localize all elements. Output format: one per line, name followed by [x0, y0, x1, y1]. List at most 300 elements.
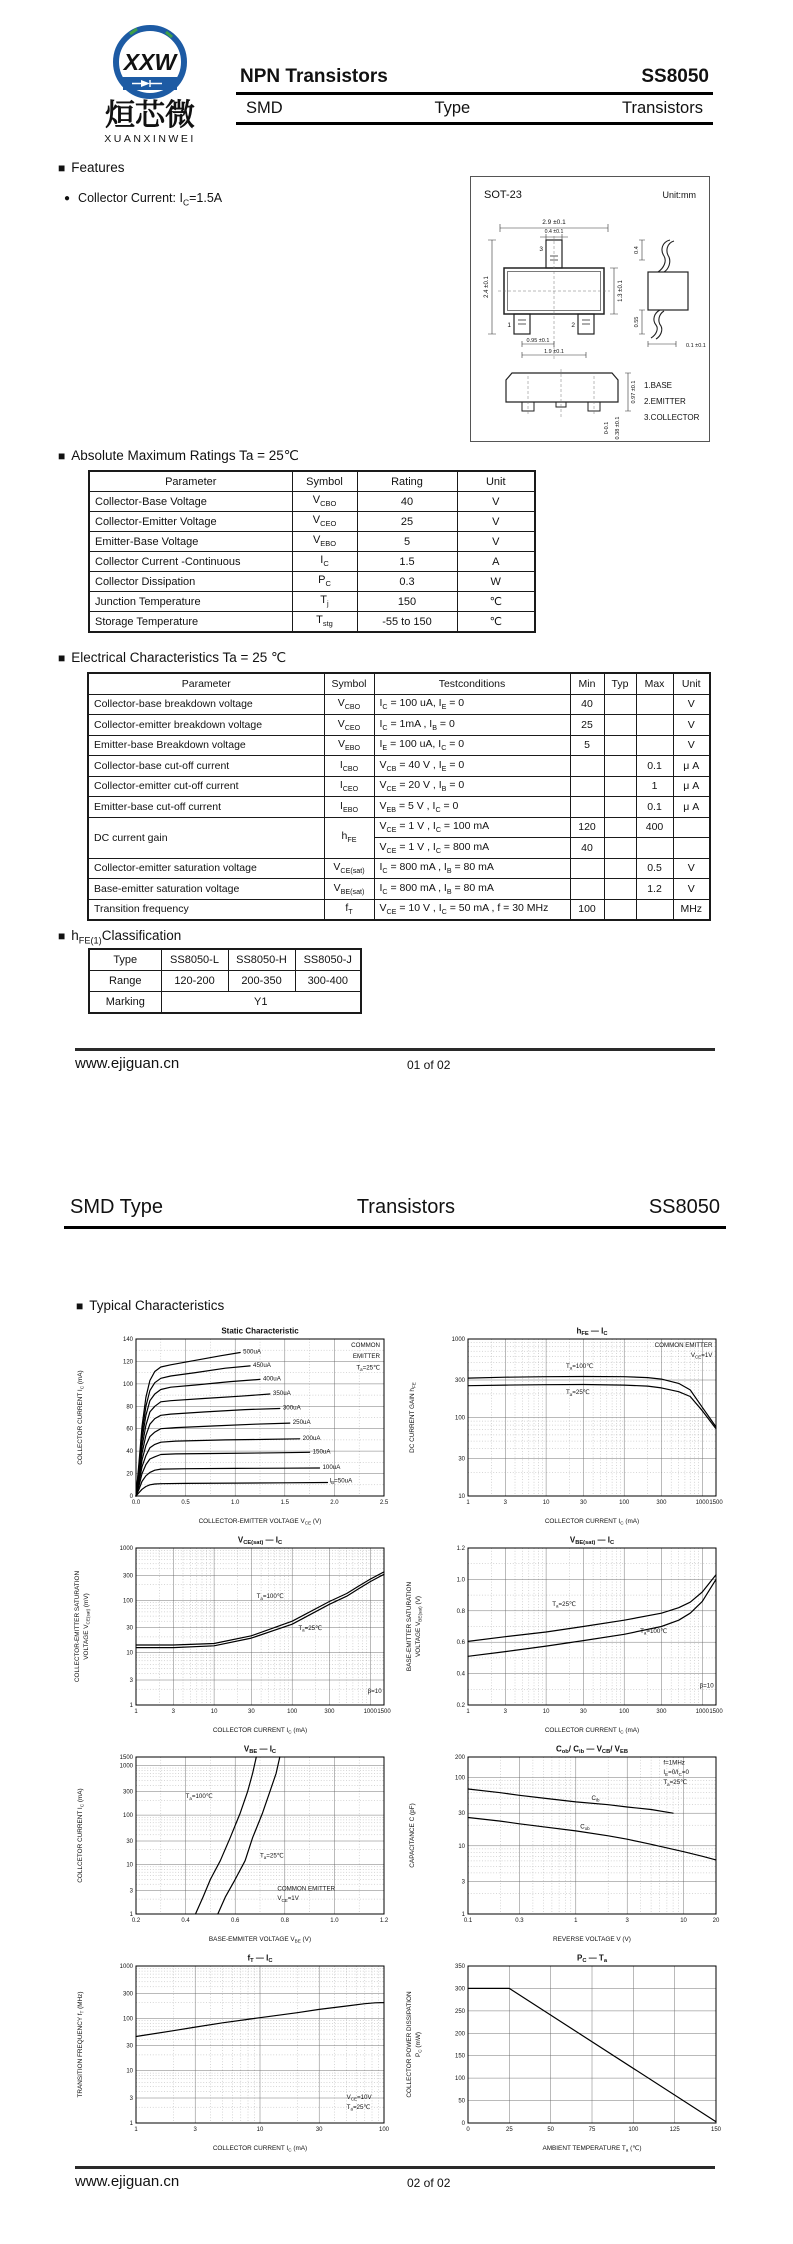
svg-text:2.0: 2.0 [330, 1500, 339, 1506]
svg-text:VCE=1V: $V_{CE}=1V$ [690, 1351, 713, 1360]
elec-cell: MHz [673, 899, 710, 920]
hfe-class-title: ■ $h_{FE(1)}Classification$ [58, 928, 182, 946]
dim-lead-top: 0.4 [634, 246, 640, 254]
pin-1-mark [518, 320, 526, 324]
abs_max-cell: 1.5 [357, 552, 457, 572]
elec-cell [636, 838, 673, 859]
abs_max-cell: $T_j$ [292, 592, 357, 612]
elec-cell: $V_{BE(sat)}$ [324, 879, 374, 900]
page2-footer [75, 2166, 715, 2191]
dim-body-width: 2.9 ±0.1 [542, 219, 566, 226]
elec-cell: Emitter-base Breakdown voltage [88, 735, 324, 756]
chart-static-characteristic-svg [72, 1324, 398, 1528]
svg-text:COMMON EMITTER: COMMON EMITTER [277, 1885, 336, 1893]
elec-cell: Collector-emitter cut-off current [88, 776, 324, 797]
svg-text:30: 30 [247, 1709, 255, 1715]
elec-cell: $f_T$ [324, 899, 374, 920]
svg-text:1000: 1000 [119, 1546, 133, 1552]
elec-cell: $V_{CE} = 20$ V , $I_B = 0$ [374, 776, 570, 797]
elec-cell: Parameter [88, 673, 324, 694]
svg-text:Ta=25℃: $T_a=25℃$ [566, 1389, 590, 1397]
elec-cell: 0.5 [636, 858, 673, 879]
abs_max-cell: Junction Temperature [89, 592, 292, 612]
chart-cob-cib-vcb-veb-svg [404, 1742, 730, 1946]
elec-cell: V [673, 715, 710, 736]
svg-text:3: 3 [193, 2127, 197, 2133]
abs_max-cell: -55 to 150 [357, 612, 457, 633]
elec-cell: $I_C = 100$ uA, $I_E = 0$ [374, 694, 570, 715]
svg-text:1: 1 [134, 1709, 138, 1715]
elec-cell [604, 899, 636, 920]
svg-text:0.3: 0.3 [515, 1918, 524, 1924]
elec-cell [673, 838, 710, 859]
hfe_class-cell: Range [89, 971, 161, 992]
hfe-class-table [88, 948, 362, 1014]
elec-cell: 100 [570, 899, 604, 920]
svg-text:30: 30 [126, 1838, 133, 1845]
elec-cell [570, 879, 604, 900]
page1-header [236, 64, 713, 125]
svg-text:0.5: 0.5 [181, 1500, 190, 1506]
logo-letters: XXW [123, 49, 177, 75]
svg-text:VCE=10V: $V_{CE}=10V$ [346, 2093, 372, 2102]
svg-text:30: 30 [126, 1625, 133, 1632]
footer-rule [75, 2166, 715, 2169]
subtitle-type: Type [434, 99, 471, 117]
svg-text:0.2: 0.2 [456, 1703, 465, 1709]
svg-text:0.6: 0.6 [231, 1918, 240, 1924]
elec-cell: $V_{CE} = 1$ V , $I_C = 100$ mA [374, 817, 570, 838]
svg-text:0.1: 0.1 [463, 1918, 473, 1924]
grid [136, 1757, 384, 1914]
svg-text:200: 200 [454, 2031, 465, 2038]
elec-cell: Collector-emitter breakdown voltage [88, 715, 324, 736]
dim-pin-pitch: 0.95 ±0.1 [526, 338, 550, 344]
elec-cell: $V_{EB} = 5$ V , $I_C = 0$ [374, 797, 570, 818]
svg-text:3: 3 [503, 1500, 507, 1506]
hfe_class-cell: SS8050-J [295, 949, 361, 971]
abs_max-cell: ℃ [457, 592, 535, 612]
svg-text:0: 0 [461, 2121, 465, 2127]
svg-text:20: 20 [712, 1918, 720, 1924]
elec-cell [604, 776, 636, 797]
hfe_class-cell: 120-200 [161, 971, 228, 992]
elec-cell: Max [636, 673, 673, 694]
svg-text:300: 300 [454, 1378, 465, 1385]
chart-pc-ta-svg [404, 1951, 730, 2155]
svg-text:10: 10 [542, 1500, 550, 1506]
chart-title: $h_{FE}$ — $I_C$ [576, 1326, 608, 1338]
elec-header-row [88, 673, 710, 694]
package-side-view [648, 272, 688, 310]
elec-row [88, 858, 710, 879]
svg-text:1500: 1500 [377, 1709, 391, 1715]
hfe_class-cell: SS8050-H [228, 949, 295, 971]
footer-site-link[interactable]: www.ejiguan.cn [75, 1055, 180, 1072]
chart-vbe-ic-svg [72, 1742, 398, 1946]
svg-text:10: 10 [680, 1918, 687, 1924]
svg-text:500uA: 500uA [243, 1348, 262, 1356]
abs_max-cell: V [457, 532, 535, 552]
svg-text:300: 300 [656, 1500, 667, 1506]
svg-text:100: 100 [619, 1500, 630, 1506]
elec-cell [636, 735, 673, 756]
y-axis-label: DC CURRENT GAIN $h_{FE}$ [409, 1382, 417, 1453]
chart-vce-sat-ic [72, 1533, 398, 1737]
pin-label-collector: 3.COLLECTOR [644, 413, 700, 422]
dim-pin-span: 1.9 ±0.1 [544, 349, 564, 355]
svg-text:1000: 1000 [119, 1763, 133, 1770]
abs_max-cell: ℃ [457, 612, 535, 633]
svg-text:1000: 1000 [119, 1964, 133, 1970]
elec-cell [636, 899, 673, 920]
svg-text:0.2: 0.2 [131, 1918, 141, 1924]
elec-cell [636, 715, 673, 736]
svg-text:1500: 1500 [709, 1709, 723, 1715]
svg-text:300: 300 [656, 1709, 667, 1715]
svg-text:0.4: 0.4 [456, 1671, 465, 1678]
svg-text:Cib: $C_{ib}$ [591, 1794, 600, 1803]
svg-text:β=10: β=10 [367, 1687, 382, 1695]
company-name-en: XUANXINWEI [104, 133, 196, 145]
chart-hfe-ic-svg [404, 1324, 730, 1528]
package-name: SOT-23 [484, 189, 522, 201]
elec-cell [604, 735, 636, 756]
abs_max-cell: $I_C$ [292, 552, 357, 572]
svg-text:3: 3 [171, 1709, 175, 1715]
svg-text:25: 25 [505, 2127, 513, 2133]
svg-text:0.6: 0.6 [456, 1640, 465, 1647]
abs_max-row [89, 592, 535, 612]
elec-cell: 5 [570, 735, 604, 756]
series-ib-150ua [136, 1452, 310, 1496]
elec-cell: Typ [604, 673, 636, 694]
dim-lead-thickness-side: 0.1 ±0.1 [686, 343, 706, 349]
hfe_class-cell: SS8050-L [161, 949, 228, 971]
abs_max-cell: 150 [357, 592, 457, 612]
svg-text:2.5: 2.5 [379, 1500, 389, 1506]
chart-title: Static Characteristic [221, 1326, 299, 1336]
elec-cell: $V_{CB} = 40$ V , $I_E = 0$ [374, 756, 570, 777]
svg-text:f=1MHz: f=1MHz [663, 1759, 685, 1767]
abs_max-cell: $T_{stg}$ [292, 612, 357, 633]
section-marker-icon: ■ [58, 651, 66, 665]
elec-cell: V [673, 858, 710, 879]
chart-vbe-sat-ic-svg [404, 1533, 730, 1737]
svg-text:10: 10 [542, 1709, 550, 1715]
annotations [552, 1601, 714, 1690]
elec-cell: 1.2 [636, 879, 673, 900]
y-axis-label: BASE-EMITTER SATURATION [406, 1581, 413, 1672]
svg-text:10: 10 [458, 1843, 465, 1850]
elec-cell [636, 694, 673, 715]
y-axis-label: $P_C$ (mW) [415, 2032, 423, 2057]
abs_max-cell: Collector-Base Voltage [89, 492, 292, 512]
chart-title: $V_{BE}$ — $I_C$ [243, 1744, 277, 1756]
footer-site-link[interactable]: www.ejiguan.cn [75, 2173, 180, 2190]
elec-row [88, 776, 710, 797]
hfe_class-row [89, 992, 361, 1014]
page2-header [64, 1194, 726, 1229]
svg-text:Ta=25℃: $T_a=25℃$ [552, 1601, 576, 1609]
svg-text:IB=50uA: $I_B=50uA$ [329, 1477, 353, 1486]
svg-text:100: 100 [287, 1709, 298, 1715]
chart-title: $V_{BE(sat)}$ — $I_C$ [569, 1535, 615, 1547]
abs_max-cell: 5 [357, 532, 457, 552]
y-axis-label: COLLECTOR CURRENT $I_C$ (mA) [77, 1370, 85, 1465]
svg-text:Ta=100℃: $T_a=100℃$ [640, 1627, 668, 1636]
x-axis-label: COLLECTOR CURRENT $I_C$ (mA) [544, 1518, 640, 1526]
pin-1-number: 1 [507, 322, 511, 329]
svg-text:Ta=25℃: $T_a=25℃$ [356, 1364, 381, 1372]
svg-text:40: 40 [126, 1449, 133, 1456]
elec-cell: DC current gain [88, 817, 324, 858]
elec-cell: V [673, 879, 710, 900]
svg-text:30: 30 [458, 1811, 465, 1818]
abs_max-cell: Collector-Emitter Voltage [89, 512, 292, 532]
svg-text:250uA: 250uA [292, 1419, 311, 1427]
pin-label-emitter: 2.EMITTER [644, 397, 686, 406]
series-ib-250ua [136, 1423, 290, 1496]
abs_max-cell: A [457, 552, 535, 572]
chart-pc-ta [404, 1951, 730, 2155]
abs_max-row [89, 612, 535, 633]
svg-text:1: 1 [134, 2127, 138, 2133]
svg-text:3: 3 [129, 2096, 133, 2103]
elec-cell: μ A [673, 756, 710, 777]
elec-cell: V [673, 694, 710, 715]
svg-text:30: 30 [579, 1500, 587, 1506]
svg-text:1: 1 [129, 1912, 133, 1918]
svg-text:0.8: 0.8 [280, 1918, 289, 1924]
section-marker-icon: ■ [58, 161, 66, 175]
elec-cell: Symbol [324, 673, 374, 694]
svg-text:1000: 1000 [451, 1337, 465, 1343]
svg-text:1000: 1000 [695, 1709, 709, 1715]
svg-text:1000: 1000 [695, 1500, 709, 1506]
elec-cell [604, 715, 636, 736]
features-section [58, 160, 222, 208]
bullet-icon: ● [64, 193, 71, 204]
elec-cell: $V_{EBO}$ [324, 735, 374, 756]
svg-text:10: 10 [126, 1862, 133, 1869]
elec-cell: Unit [673, 673, 710, 694]
svg-text:Ta=25℃: $T_a=25℃$ [298, 1625, 323, 1633]
svg-text:1: 1 [129, 2121, 133, 2127]
chart-ft-ic [72, 1951, 398, 2155]
y-axis-label: COLLECTOR-EMITTER SATURATION [74, 1570, 81, 1683]
svg-text:100: 100 [122, 1598, 133, 1605]
elec-cell [604, 797, 636, 818]
svg-text:Ta=100℃: $T_a=100℃$ [566, 1362, 594, 1371]
svg-text:0: 0 [129, 1494, 133, 1500]
abs-max-title: ■ Absolute Maximum Ratings Ta = 25℃ [58, 448, 299, 463]
chart-title: $P_C$ — $T_a$ [576, 1953, 608, 1965]
svg-text:1: 1 [461, 1912, 465, 1918]
series-ib-400ua [136, 1379, 260, 1496]
y-axis-label: COLLCETOR CURRENT $I_C$ (mA) [77, 1788, 85, 1883]
svg-text:125: 125 [669, 2127, 680, 2133]
svg-text:COMMON: COMMON [351, 1341, 381, 1349]
annotations [580, 1760, 689, 1831]
svg-text:Cob: $C_{ob}$ [580, 1823, 590, 1831]
svg-text:1500: 1500 [119, 1755, 133, 1761]
elec-cell: μ A [673, 797, 710, 818]
svg-text:10: 10 [458, 1494, 465, 1500]
charts-grid [72, 1324, 736, 2155]
elec-row [88, 715, 710, 736]
svg-text:30: 30 [126, 2043, 133, 2050]
annotations [243, 1342, 380, 1485]
svg-text:3: 3 [625, 1918, 629, 1924]
subtitle-transistors: Transistors [621, 99, 703, 117]
package-front-view [506, 373, 618, 402]
abs_max-cell: 25 [357, 512, 457, 532]
header-part-number: SS8050 [648, 1196, 720, 1218]
chart-hfe-ic [404, 1324, 730, 1528]
hfe_class-cell: Type [89, 949, 161, 971]
svg-text:1000: 1000 [363, 1709, 377, 1715]
svg-text:100: 100 [122, 1813, 133, 1820]
elec-cell: $I_C = 800$ mA , $I_B = 80$ mA [374, 879, 570, 900]
elec-cell: $V_{CEO}$ [324, 715, 374, 736]
svg-text:Ta=100℃: $T_a=100℃$ [185, 1793, 213, 1801]
svg-text:100: 100 [378, 2127, 390, 2133]
elec-cell: Emitter-base cut-off current [88, 797, 324, 818]
x-axis-label: REVERSE VOLTAGE V (V) [553, 1936, 631, 1943]
elec-cell: $I_{CEO}$ [324, 776, 374, 797]
elec-cell: $I_C = 800$ mA , $I_B = 80$ mA [374, 858, 570, 879]
elec-cell: $V_{CE} = 1$ V , $I_C = 800$ mA [374, 838, 570, 859]
section-marker-icon: ■ [58, 449, 66, 463]
svg-text:20: 20 [126, 1471, 133, 1478]
elec-cell: 25 [570, 715, 604, 736]
svg-text:1.5: 1.5 [280, 1500, 289, 1506]
svg-text:400uA: 400uA [262, 1375, 281, 1383]
svg-text:1: 1 [466, 1500, 470, 1506]
svg-text:1500: 1500 [709, 1500, 723, 1506]
package-drawing [470, 176, 710, 442]
elec-cell: Min [570, 673, 604, 694]
abs_max-cell: W [457, 572, 535, 592]
abs_max-cell: V [457, 492, 535, 512]
svg-text:300: 300 [122, 1573, 133, 1580]
chart-title: $V_{CE(sat)}$ — $I_C$ [237, 1535, 283, 1547]
svg-text:3: 3 [503, 1709, 507, 1715]
abs_max-cell: Emitter-Base Voltage [89, 532, 292, 552]
abs_max-cell: V [457, 512, 535, 532]
svg-text:1.0: 1.0 [231, 1500, 240, 1506]
elec-cell: 40 [570, 694, 604, 715]
y-axis-label: TRANSITION FREQUENCY $f_T$ (MHz) [77, 1991, 85, 2098]
svg-text:10: 10 [126, 2068, 133, 2075]
series-ib-200ua [136, 1439, 300, 1496]
elec-cell [673, 817, 710, 838]
svg-text:1.2: 1.2 [379, 1918, 389, 1924]
y-axis-label: COLLECTOR POWER DISSIPATION [406, 1991, 413, 2098]
pin-label-base: 1.BASE [644, 381, 673, 390]
y-axis-label: CAPACITANCE C (pF) [409, 1803, 416, 1868]
section-marker-icon: ■ [58, 929, 66, 943]
abs_max-cell: $P_C$ [292, 572, 357, 592]
svg-text:150uA: 150uA [312, 1448, 331, 1456]
abs_max-cell: Unit [457, 471, 535, 492]
header-smd-type: SMD Type [70, 1196, 163, 1218]
svg-text:100: 100 [122, 1381, 133, 1388]
series-ib-50ua [136, 1483, 328, 1497]
svg-text:100: 100 [122, 2016, 133, 2023]
abs_max-row [89, 572, 535, 592]
x-axis-label: COLLECTOR CURRENT $I_C$ (mA) [212, 1727, 308, 1735]
elec-cell: 400 [636, 817, 673, 838]
lead-bottom-profile2 [656, 311, 664, 339]
hfe_class-cell: 200-350 [228, 971, 295, 992]
abs_max-row [89, 552, 535, 572]
chart-ft-ic-svg [72, 1951, 398, 2155]
chart-title: $C_{ob}/$ $C_{ib}$ — $V_{CB}/$ $V_{EB}$ [555, 1744, 629, 1756]
elec-cell: $V_{CBO}$ [324, 694, 374, 715]
abs_max-row [89, 532, 535, 552]
hfe_class-row [89, 949, 361, 971]
part-number: SS8050 [641, 66, 709, 87]
svg-text:120: 120 [122, 1359, 133, 1366]
section-marker-icon: ■ [76, 1299, 84, 1313]
company-name-cn: 烜芯微 [105, 99, 195, 132]
features-heading: ■ Features [58, 160, 125, 175]
svg-text:60: 60 [126, 1426, 133, 1433]
elec-cell [570, 858, 604, 879]
elec-cell: $V_{CE} = 10$ V , $I_C = 50$ mA , f = 30 MHz [374, 899, 570, 920]
svg-text:300: 300 [324, 1709, 335, 1715]
elec-cell: $V_{CE(sat)}$ [324, 858, 374, 879]
elec-cell [604, 817, 636, 838]
x-axis-label: BASE-EMMITER VOLTAGE $V_{BE}$ (V) [208, 1936, 312, 1944]
elec-cell [604, 694, 636, 715]
svg-text:β=10: β=10 [699, 1682, 714, 1690]
svg-text:10: 10 [210, 1709, 218, 1715]
hfe_class-cell: 300-400 [295, 971, 361, 992]
svg-text:200: 200 [454, 1755, 465, 1761]
company-logo [84, 20, 216, 158]
abs_max-cell: $V_{CBO}$ [292, 492, 357, 512]
chart-static-characteristic [72, 1324, 398, 1528]
dim-package-height: 0.97 ±0.1 [631, 380, 637, 404]
package-unit: Unit:mm [662, 190, 696, 200]
svg-text:COMMON EMITTER: COMMON EMITTER [654, 1342, 713, 1350]
svg-text:150: 150 [454, 2053, 465, 2060]
svg-text:100: 100 [619, 1709, 630, 1715]
svg-text:30: 30 [579, 1709, 587, 1715]
svg-text:Ta=100℃: $T_a=100℃$ [256, 1593, 284, 1601]
elec-cell: $I_C = 1mA$ , $I_B = 0$ [374, 715, 570, 736]
x-axis-label: COLLECTOR CURRENT $I_C$ (mA) [544, 1727, 640, 1735]
abs_max-cell: $V_{EBO}$ [292, 532, 357, 552]
elec-cell: 40 [570, 838, 604, 859]
svg-text:1.2: 1.2 [456, 1546, 465, 1552]
svg-text:0.4: 0.4 [181, 1918, 190, 1924]
elec-cell [570, 797, 604, 818]
x-axis-label: COLLECTOR CURRENT $I_C$ (mA) [212, 2145, 308, 2153]
elec-row [88, 879, 710, 900]
svg-text:0: 0 [466, 2127, 470, 2133]
abs_max-cell: Collector Current -Continuous [89, 552, 292, 572]
svg-text:50: 50 [547, 2127, 555, 2133]
y-axis-label: VOLTAGE $V_{BE(sat)}$ (V) [415, 1596, 423, 1657]
page1-footer [75, 1048, 715, 1073]
svg-text:Ta=25℃: $T_a=25℃$ [663, 1779, 688, 1787]
footer-rule [75, 1048, 715, 1051]
dim-standoff: 0-0.1 [604, 421, 610, 435]
